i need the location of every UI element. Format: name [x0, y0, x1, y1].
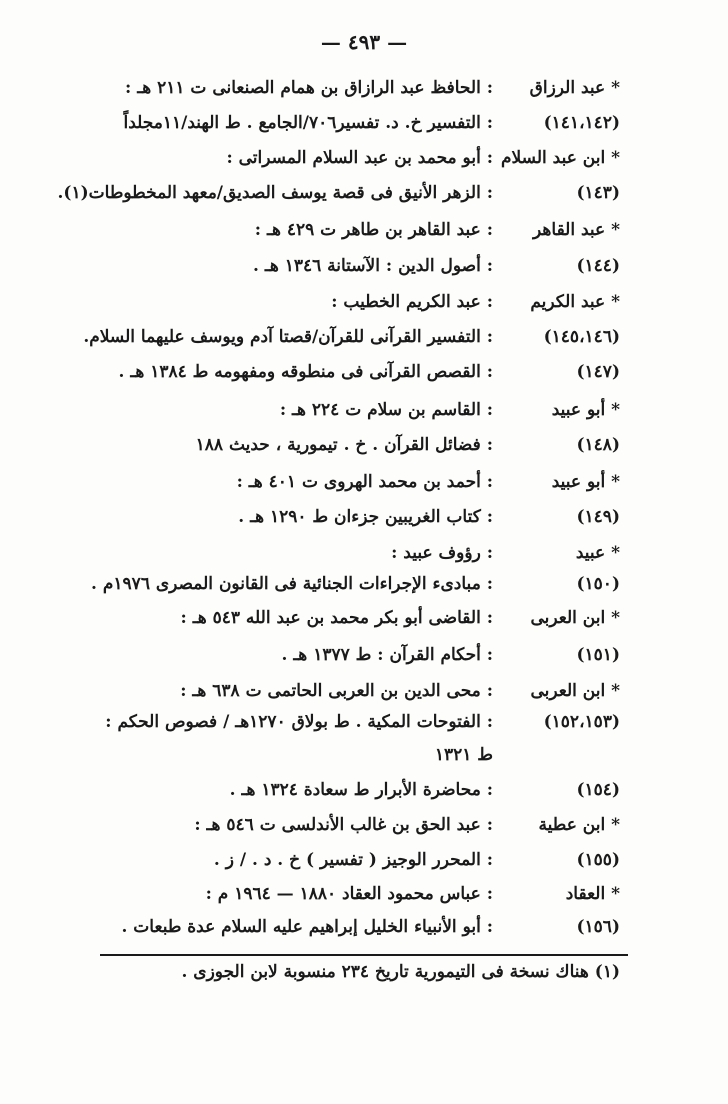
entry-line	[0, 815, 728, 849]
entry-line	[0, 400, 728, 434]
author-description: : عباس محمود العقاد ١٨٨٠ — ١٩٦٤ م :	[205, 884, 493, 904]
entry-line	[0, 608, 728, 642]
author-name: * أبو عبيد	[551, 400, 620, 420]
author-name: * أبو عبيد	[551, 472, 620, 492]
book-description: : الزهر الأنيق فى قصة يوسف الصديق/معهد المخطوطات(١).	[57, 183, 493, 203]
book-description: : محاضرة الأبرار ط سعادة ١٣٢٤ هـ .	[229, 780, 493, 800]
entry-line	[0, 507, 728, 541]
entry-line	[0, 712, 728, 746]
book-description: : أصول الدين : الآستانة ١٣٤٦ هـ .	[253, 256, 493, 276]
book-number: (١٤٧)	[576, 362, 620, 382]
author-name: * عبد الكريم	[530, 292, 620, 312]
book-description: : التفسير القرآنى للقرآن/قصتا آدم ويوسف عليهما السلام.	[83, 327, 493, 347]
author-name: * عبد القاهر	[533, 220, 620, 240]
entry-line	[0, 472, 728, 506]
book-number: (١٤٩)	[576, 507, 620, 527]
author-name: * ابن العربى	[530, 608, 620, 628]
book-description: : أحكام القرآن : ط ١٣٧٧ هـ .	[281, 645, 493, 665]
book-number: (١٥١)	[576, 645, 620, 665]
book-description: : كتاب الغريبين جزءان ط ١٢٩٠ هـ .	[238, 507, 493, 527]
book-number: (١٥٢،١٥٣)	[543, 712, 620, 732]
entry-line	[0, 543, 728, 577]
book-description: : القصص القرآنى فى منطوقه ومفهومه ط ١٣٨٤ هـ .	[118, 362, 493, 382]
entry-line	[0, 884, 728, 918]
footnote-divider	[100, 954, 628, 956]
author-description: : رؤوف عبيد :	[391, 543, 493, 563]
book-number: (١٤٥،١٤٦)	[543, 327, 620, 347]
book-number: (١٤٣)	[576, 183, 620, 203]
author-description: : الحافظ عبد الرازاق بن همام الصنعانى ت ٢١١ هـ :	[125, 78, 493, 98]
book-number: (١٥٥)	[576, 850, 620, 870]
entry-line	[0, 113, 728, 147]
author-description: : عبد الكريم الخطيب :	[331, 292, 493, 312]
book-description: : أبو الأنبياء الخليل إبراهيم عليه السلام عدة طبعات .	[121, 917, 493, 937]
book-number: (١٥٦)	[576, 917, 620, 937]
entry-line	[0, 256, 728, 290]
book-number: (١٥٤)	[576, 780, 620, 800]
book-description: : المحرر الوجيز ( تفسير ) خ . د . / ز .	[213, 850, 493, 870]
book-description: : التفسير خ. د. تفسير٧٠٦/الجامع . ط الهند/١١مجلداً	[123, 113, 493, 133]
book-description: : الفتوحات المكية . ط بولاق ١٢٧٠هـ / فصوص الحكم :	[105, 712, 493, 732]
book-description-continued: ط ١٣٢١	[434, 745, 493, 765]
author-description: : أحمد بن محمد الهروى ت ٤٠١ هـ :	[236, 472, 493, 492]
author-description: : عبد القاهر بن طاهر ت ٤٢٩ هـ :	[254, 220, 493, 240]
book-number: (١٥٠)	[576, 574, 620, 594]
entry-line	[0, 362, 728, 396]
entry-line	[0, 148, 728, 182]
author-description: : القاسم بن سلام ت ٢٢٤ هـ :	[279, 400, 493, 420]
entry-line	[0, 435, 728, 469]
author-description: : محى الدين بن العربى الحاتمى ت ٦٣٨ هـ :	[180, 681, 493, 701]
entry-line	[0, 745, 728, 779]
author-description: : أبو محمد بن عبد السلام المسراتى :	[226, 148, 493, 168]
entry-line	[0, 574, 728, 608]
author-name: * عبيد	[575, 543, 620, 563]
entry-line	[0, 292, 728, 326]
page-number: — ٤٩٣ —	[320, 30, 408, 54]
book-number: (١٤٤)	[576, 256, 620, 276]
entry-line	[0, 850, 728, 884]
entry-line	[0, 220, 728, 254]
entry-line	[0, 780, 728, 814]
author-description: : القاضى أبو بكر محمد بن عبد الله ٥٤٣ هـ :	[180, 608, 493, 628]
book-number: (١٤١،١٤٢)	[543, 113, 620, 133]
entry-line	[0, 78, 728, 112]
entry-line	[0, 681, 728, 715]
author-name: * العقاد	[565, 884, 620, 904]
author-name: * عبد الرزاق	[529, 78, 620, 98]
entry-line	[0, 917, 728, 951]
book-description: : فضائل القرآن . خ . تيمورية ، حديث ١٨٨	[195, 435, 493, 455]
author-description: : عبد الحق بن غالب الأندلسى ت ٥٤٦ هـ :	[194, 815, 493, 835]
author-name: * ابن عطية	[538, 815, 620, 835]
author-name: * ابن عبد السلام	[501, 148, 620, 168]
entry-line	[0, 327, 728, 361]
entry-line	[0, 183, 728, 217]
footnote: (١) هناك نسخة فى التيمورية تاريخ ٢٣٤ منسوبة لابن الجوزى .	[181, 962, 620, 982]
book-number: (١٤٨)	[576, 435, 620, 455]
book-description: : مبادىء الإجراءات الجنائية فى القانون المصرى ١٩٧٦م .	[91, 574, 493, 594]
author-name: * ابن العربى	[530, 681, 620, 701]
entry-line	[0, 645, 728, 679]
